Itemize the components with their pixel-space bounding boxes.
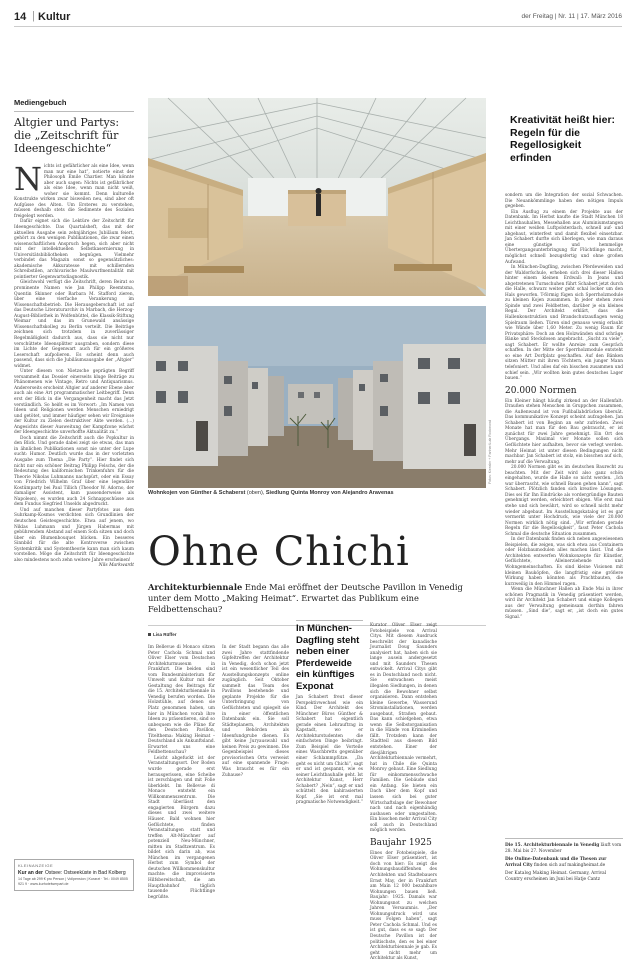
pull-quote: In München-Dagfling steht neben einer Pferdeweide ein künftiges Exponat — [296, 623, 360, 692]
byline — [148, 632, 177, 637]
left-column — [14, 98, 134, 568]
byline-square-icon — [148, 633, 151, 636]
left-paragraph: Dafür eignet sich die Lektüre der Zeitschrift für Ideengeschichte. Das Quartalsheft, das mit der aktuellen Ausgabe sein zehnjähriges Jubiläum feiert, gehört zu den wenigen Publikationen, die zwar einen wissenschaftlichen Anspruch hegen, sich aber nicht mit der intellektuellen Selbstkasernierung in Universitätsbibliotheken begnügen. Vielmehr verbindet das Magazin sonst so gegensätzliches: akademische Akkuratesse mit schillernden Schreibstilen, archivarische Maulwurfmentalität mit pointierter Gegenwartsdiagnostik. — [14, 219, 134, 280]
photo-credit: Fotos: Kiessler + Partner/Lutz Rockmond — [488, 420, 492, 484]
author-signature: Nils Markwardt — [98, 563, 134, 569]
ad-header: KLEINANZEIGE — [18, 863, 54, 868]
quinta-monroy-image — [148, 306, 486, 488]
info-item-text: läuft vom 28. Mai bis 27. November — [505, 843, 622, 854]
header-rule — [14, 26, 622, 27]
deck — [148, 582, 488, 615]
right-column — [505, 193, 623, 620]
right-paragraph: 20.000 Normen gibt es im deutschen Baurecht zu beachten. Mit der Zeit wird also ganz schön eingehalten, wurde die Halle so nicht werden. „Ich war überrascht, wie schnell Bauen gehen kann“, sagt Schabert. Plötzlich fanden sich kreative Lösungen. Dies sei für Ihn Eindrücke als vordergründige Bauten genehmigt werden, erleichtert obigen. Wie erst mal stehe und sich bewährt, wird so schnell nicht mehr wieder abgebaut. Im Ausstellungskatalog ist es gar vermerkt unter Hochdruck, wie viele der 20.000 Normen wirklich nötig sind. „Wir erfinden gerade Regeln für die Regellosigkeit“, fasst Peter Cachola Schmal die deutsche Situation zusammen. — [505, 465, 623, 537]
article-column-2 — [222, 645, 289, 778]
right-quote-text: Kreativität heißt hier: Regeln für die Regellosigkeit erfinden — [510, 114, 616, 164]
article-paragraph: Leicht abgefuckt ist der Veranstaltungsort. Der Boden wurde gerade erst herausgerissen, eine Scheibe ist zerschlagen und mit Folie überklebt. Im Bellevue di Monaco entsteht ein Willkommenszentrum. Die Stadt überlässt den engagierten Bürgern dazu dieses und zwei weitere Häuser. Bald wohnen hier Geflüchtete, finden Veranstaltungen statt und treffen Alt-Münchner auf potenziell Neu-Münchner, mitten im Stadtzentrum. Es bildet sich darin ab, was München im vergangenen Herbst zum Symbol der deutschen Willkommenskultur machte: die improvisierte Hilfsbereitschaft, die am Hauptbahnhof täglich tausende Flüchtlinge begrüßte. — [148, 755, 215, 900]
article-paragraph: In der Stadt begann das alle zwei Jahre stattfindende Gipfeltreffen der Architektur in Venedig, doch schon jetzt ist ein wesentlicher Teil des Ausstellungskonzepts online zugänglich. Seit Oktober sammelt das Team des Pavillons bestehende und geplante Projekte für die Unterbringung von Geflüchteten und spiegelt sie in einer öffentlichen Datenbank ein. Sie soll Städteplanern, Architekten und Behörden als Ideenfundgrube dienen. Es gibt keine Juryauswahl und keinen Preis zu gewinnen. Die Gegenbeispiel dieses provisorischen Orts verweist auf eine spannende Frage: Was braucht es für ein Zuhause? — [222, 645, 289, 778]
right-paragraph: Ein Kleiner hängt häufig zirkend an der Hallenfalt: Draußen stehen Menschen in Gruppchen zusammen, die Außenwand ist von Fußballabdrücken übersät. Das kommunikative Konzept scheint aufzugehen. Jan Schabert ist von Beginn an sehr zufrieden. Zwei Monate hat man für den Bau gebraucht, er ist zunächst für zwei Jahre genehmigt. Ein Ort des Übergangs. Maximal vier Monate sollen sich Geflüchtete hier aufhalten, bevor sie verlegt werden. Mehr Heimat ist unter diesen Bedingungen nicht machbar. Jan Schabert ist stolz, ein bisschen auf sich, mehr auf die Verwaltung. — [505, 398, 623, 465]
info-item-text: finden sich auf makingheimat.de — [533, 862, 606, 868]
page-number: 14 — [14, 11, 27, 23]
article-subhead: Baujahr 1925 — [370, 837, 432, 848]
photo-quinta-monroy — [148, 306, 486, 488]
issue-meta: der Freitag | Nr. 11 | 17. März 2016 — [521, 13, 622, 20]
rubric-rule — [14, 111, 134, 112]
article-paragraph: Jan Schabert freut dieser Perspektivwechsel wie ein Kind. Der Architekt des Münchner Büros Günther & Schabert hat eigentlich gerade einen Lehrauftrag in Kapstadt, wo er Architekturstudenten die einfachsten Dinge beibringt. Zum Beispiel die Vorteile eines Waschbretts gegenüber einer Schlammpfütze. „Da geht es nicht um Chichi“, sagt er und ist gespannt, wie es seiner Leichtbauhalle geht. Ist Architektur Kunst, Herr Schabert? „Nein“, sagt er und schüttelt den kahlrasierten Kopf. „Sie ist erst mal pragmatische Notwendigkeit.“ — [296, 695, 363, 806]
article-column-4 — [370, 623, 437, 962]
caption-bold-1: Wohnkojen von Günther & Schaberst — [148, 490, 246, 496]
right-paragraph: sondern um die Integration der sozial Schwachen. Die Neuankömmlinge haben den nötigen Impuls gegeben. — [505, 193, 623, 210]
ad-details: 14 Tage ab 299 € pro Person | Vollpension | Kurarzt · Tel.: 0049 8505 921 9 · www.kurhotelwerpart.de — [18, 877, 128, 886]
info-item-bold: Die 15. Architekturbiennale in Venedig — [505, 843, 600, 848]
left-paragraph-text: ichts ist gefährlicher als eine Idee, wenn man nur eine hat“, notierte einst der Philosoph Émile Chartier. Man könnte aber auch sagen: Nichts ist gefährlicher als eine Idee, wenn man nicht weiß, woher sie kommt. Denn kulturelle Konstrukte wirken zwar bisweilen neu, sind aber oft Aufgüsse des Alten. Um Ersteres zu verstehen, müssen deshalb stets die Sedimente des Sozialen freigelegt werden. — [14, 164, 134, 219]
caption-text-1: (oben), — [246, 490, 265, 496]
dropcap: N — [14, 160, 42, 198]
info-item — [505, 843, 623, 854]
left-paragraph: Gleichwohl verfügt die Zeitschrift, deren Beirat so prominente Namen wie Jan Philipp Reemtsma, Quentin Skinner oder Barbara M. Stafford zieren, über eine vierfache Verankerung im Wissenschaftsbetrieb. Die Herausgeberschaft ist auf das Deutsche Literaturarchiv in Marbach, die Herzog-August-Bibliothek in Wolfenbüttel, die Klassik-Stiftung Weimar und das im Grunewald ansässige Wissenschaftskolleg zu Berlin verteilt. Die Beiträge zeichnen sich trotzdem in zuverlässiger Regelmäßigkeit dadurch aus, dass sie nicht nur verschüttete Ideensplitter ausgraben, sondern diese im Lichte der Gegenwart auch für ein größeres Leserschaft aufpolieren. Es scheint denn auch passend, dass sich die Jubiläumsausgabe der „Altgier“ widmet. — [14, 280, 134, 369]
right-paragraph: In der Datenbank finden sich neben angewiesenen Beispielen, die zeigen, was sich etwa aus Containern oder Holzbaumodulen alles machen lässt. Und die Architekten entwerfen Wohnkonzepte für Künstler, Geflüchtete, Alleinerziehende und Wohngemeinschaften. Es sind kleine Visionen mit kleinen Bauköpfen, die langfristig eine größere Wirkung haben könnten als Prachtbauten, die kurzweilig in den Himmel ragen. — [505, 537, 623, 587]
right-pull-quote — [510, 114, 622, 164]
hall-interior-image — [148, 98, 486, 296]
info-rule — [505, 838, 623, 839]
article-column-1 — [148, 645, 215, 900]
header-separator: | — [32, 10, 35, 22]
ad-title: Kur an der — [18, 870, 44, 876]
article-paragraph: Im Bellevue di Monaco sitzen Peter Cachola Schmal und Oliver Elser vom Deutschen Architekturmuseum in Frankfurt. Die beiden sind vom Bundesministerium für Umwelt und Kultur mit der Gestaltung des Beitrags für die 15. Architekturbiennale in Venedig berufen worden. Die Holzstühle, auf denen sie Platz genommen haben, um hier in München vorab ihre Ideen zu präsentieren, sind so unbequem wie die Pläne für den Deutschen Pavillon, Titelthema: Making Heimat – Deutschland als Ankunftsland. Erwartet uns eine Feldbettenschau? — [148, 645, 215, 756]
pull-quote-rule — [296, 620, 363, 621]
byline-author: Lisa Rüffer — [153, 632, 177, 637]
right-paragraph: Ein Ausflug zu einem der Projekte aus der Datenbank. Im Herbst kaufte die Stadt München 18 Leichtbauhallen, Messehallen aus Aluminiumstangen mit einer weißen Luftpolsterdach, schnell auf- und abgebaut, winterfest und damit flexibel einsetzbar. Jan Schabert durfte sich überlegen, wie man daraus eine günstige und hemmelige Übertergangsunterbringung für Flüchtlinge macht, möglichst schnell bezugsfertig und ohne großen Aufwand. — [505, 209, 623, 265]
ad-subtitle: Ostsee: Ostseeküste in Bad Kolberg — [45, 870, 126, 876]
info-item-bold: Die Online-Datenbank und die Thesen zur Arrival City — [505, 857, 607, 868]
main-headline: Ohne Chichi — [148, 529, 410, 575]
deck-kicker: Architekturbiennale — [148, 582, 243, 592]
article-paragraph: Eines der Fotobeispiele, die Oliver Elser präsentiert, ist doch von hier: Es zeigt die Wohnungsbaudiffenhen des Architekten und Stadtebauers Ernst May, der in Frankfurt am Main 12 000 bezahlbare Wohnungen bauen ließ. Baujahr: 1925. Damals war Wohnungsnot zu welchen Jahren Versaumnis. „Der Wohnungsdruck wird uns muss Folgen haben“, sagt Peter Cachola Schmal. Und es ist gut, dass es so sagt: Der Deutsche Pavillon ist der politischste, den es bei einer Architekturbiennale je gab. Es geht nicht mehr um Architektur als Kunst, — [370, 850, 437, 962]
right-subhead: 20.000 Normen — [505, 385, 577, 396]
left-headline: Altgier und Partys: die „Zeitschrift für Ideengeschichte“ — [14, 116, 120, 155]
right-paragraph: Wenn die Münchner Hallen ab Ende Mai in ihrer schönen Pragmatik in Venedig präsentiert werden, wird ihr Architekt Jan Schabert und einige Kollegen aus der Verwaltung gemeinsam dorthin fahren müssen. „Sind die“, sagt er, „ist doch ein gutes Signal.“ — [505, 587, 623, 620]
left-paragraph: Doch nimmt die Zeitschrift auch die Popkultur in den Blick. Und gerade dabei zeigt sie etwas, das man in ähnlichen Publikationen sonst nie unter der Lupe sucht: Humor. Deutlich wurde das in der vorletzten Ausgabe zum Thema „Die Party“. Hier findet sich nicht nur ein schöner Beitrag Philipp Felschs, der die Bedeutung des kalifornischen Trinkenfuhrs für die Theorie Nikolas Luhmanns nachspürt, oder ein Essay von Friedrich Wilhelm Graf über eine legendäre Kostümparty bei Paul Tillich (Theodor W. Adorno, der damaliger Assistent, kam passenderweise als Napoleon), es wurden auch 24 Schnappschüsse aus dem Fundus Siegfried Unselds abgedruckt. — [14, 435, 134, 508]
article-column-3 — [296, 695, 363, 806]
caption-bold-2: Siedlung Quinta Monroy von Alejandro Aravenas — [265, 490, 394, 496]
left-paragraph — [14, 160, 134, 219]
left-paragraph: Unter diesem von Nietzsche geprägten Begriff versammelt das Dossier einerseits kluge Beiträge zu Phänomenen wie Vintage, Retro und Antiquarismus. Andererseits erscheint Altgier auf anderer Ebene aber auch als eine Art programmatischer Leitbegriff. Denn erst der Blick in die Vergangenheit macht das Jetzt verständlich. So heißt es im Vorwort: „Im Namen von Ideen und Religionen werden Menschen erniedrigt und getötet, und immer häufiger sehen wir Ereignisse der Kultur zu Zielen destruktiver Akte werden. (...) Angesichts dieser Ausweitung der Kampfzone wächst der Ideengeschichte unverhoffte Aktualität zu.“ — [14, 369, 134, 436]
deck-text: Ende Mai eröffnet der Deutsche Pavillon in Venedig unter dem Motto „Making Heimat“. Erwartet das Publikum eine Feldbettenschau? — [148, 582, 463, 614]
info-item — [505, 857, 623, 868]
right-paragraph: In München-Dagfling, zwischen Pferdeweiden und der Waldorfschule, erheben sich drei dieser Hallen hinter einem kleinen Erdwall: In Jeans und abgetretenen Turnschuhen führt Schabert jetzt durch die Halle, schwarz weiter geht schal locker um den Hals geworfen. T-förmig fügen sich Sperrholzmodule zu kleinen Kojen zusammen. In jeder stehen zwei Spinde und zwei Feldbetten, darüber je ein kleines Regal. Der Architekt erklärt, dass die Hallenkonstruktion und Brandschutzauflagen wenig Spielraum ließen. Türen sind genauso wenig erlaubt wie Wände über 1,60 Meter. Zu wenig Raum für Privatsphäre: Doch an den Holzwänden sind schräge Bänke und Steckdosen angebracht. „Sucht zu viele“, sagt Schabert. Er wollte Anreize zum Gespräch schaffen. In der Mitte der Sperrholzmodule entsteht so eine Art Dorfplatz geschaffen. Auf den Bänken sitzen Mütter mit ihren Töchtern, ein junger Mann telefoniert. Und alles daf ein bisschen zusammen und schief sein. „Wir wollten kein gutes deutsches Lager bauen.“ — [505, 265, 623, 382]
article-paragraph: Kurator Oliver Elser zeigt Fotobeispiele von Arrival Citys. Mit diesem Ausdruck beschreibt der kanadische Journalist Doug Saunders analysiert hat, haben sich sie lange ausein andergesetzt und mit Saunders Thesen entwickelt. Arrival Citys gibt es in Deutschland noch nicht. Sie entwachsen meist illegalen Siedlungen, in denen sich die Bewohner selbst organisieren. Dann entstehen kleine Gewerbe, Wasserund Strominstallationen, werden ausgebaut, Straßen gebaut. Das kann schiefgehen, etwa wenn die Selbstorganisation in die Hände von Kriminellen fällt. Trotzdem kann der Stadtteil aus diesem Bild entstehen. Einer der diesjährigen Architekturbiennale vermehrt, hat in Chile die Quinta Monroy gebaut. Eine Siedlung für einkommensschwache Familien. Die Gebäude sind ein Anfang. Sie bieten ein Dach über dem Kopf und lassen sich bei guter Wirtschaftslage der Bewohner nach und nach eigenhändig ausbauen oder umgestalten. Ein bisschen mehr Arrival City soll auch in Deutschland möglich werden. — [370, 623, 437, 834]
photo-hall-interior — [148, 98, 486, 296]
section-title: Kultur — [38, 11, 71, 23]
info-item: Der Katalog Making Heimat. Germany, Arrival Country erscheinen im Juni bei Hatje Cantz — [505, 871, 607, 882]
photo-caption — [148, 490, 486, 496]
left-paragraph: Und auf manchen dieser Partyfotos aus dem Suhrkamp-Kosmos verdichten sich Grundlinien der deutschen Geistesgeschichte. Etwa auf jenem, wo Niklas Luhmann und Jürgen Habermas mit gebührendem Abstand auf einem Sofa sitzen und doch über ein Blumenbouquet blicken. Ein besseres Sinnbild für die alte Kontroverse zwischen Systemkritik und Systemtheorie kann man sich kaum vorstellen. Möge die Zeitschrift für Ideengeschichte also mindestens noch zehn weitere Jahre erscheinen! — [14, 507, 134, 563]
info-box — [505, 843, 623, 885]
rubric-label: Mediengebuch — [14, 98, 67, 107]
classified-ad — [14, 859, 134, 891]
